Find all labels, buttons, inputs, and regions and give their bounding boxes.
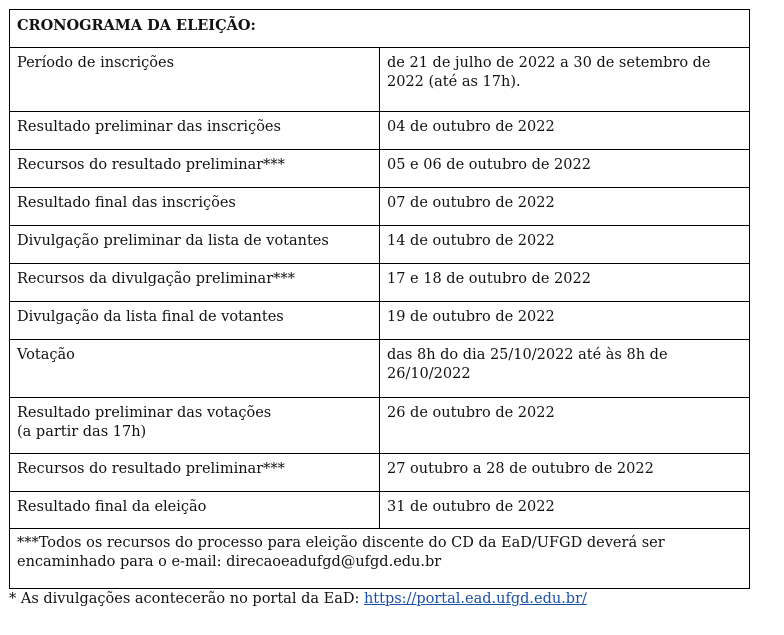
table-row: [10, 302, 750, 340]
row-value: 31 de outubro de 2022: [380, 492, 750, 529]
table-row: [10, 340, 750, 398]
footer-text: * As divulgações acontecerão no portal da EaD:: [9, 591, 364, 607]
row-value: 17 e 18 de outubro de 2022: [380, 264, 750, 302]
row-label: Divulgação preliminar da lista de votantes: [10, 226, 380, 264]
table-row: [10, 48, 750, 112]
row-value: 04 de outubro de 2022: [380, 112, 750, 150]
table-title: CRONOGRAMA DA ELEIÇÃO:: [10, 10, 750, 48]
row-label: Recursos do resultado preliminar***: [10, 454, 380, 492]
row-label: Recursos da divulgação preliminar***: [10, 264, 380, 302]
election-schedule-table: [9, 9, 750, 589]
table-row: [10, 112, 750, 150]
row-label: Resultado preliminar das inscrições: [10, 112, 380, 150]
table-row: [10, 492, 750, 529]
row-label: Período de inscrições: [10, 48, 380, 112]
row-label: Recursos do resultado preliminar***: [10, 150, 380, 188]
footer-note: [9, 590, 750, 609]
row-value: 14 de outubro de 2022: [380, 226, 750, 264]
recursos-note: ***Todos os recursos do processo para eleição discente do CD da EaD/UFGD deverá ser encaminhado para o e-mail: direcaoeadufgd@ufgd.edu.br: [10, 529, 750, 589]
table-row: [10, 188, 750, 226]
title-row: [10, 10, 750, 48]
row-label: Divulgação da lista final de votantes: [10, 302, 380, 340]
row-label: Resultado preliminar das votações (a partir das 17h): [10, 398, 380, 454]
row-value: 19 de outubro de 2022: [380, 302, 750, 340]
row-value: de 21 de julho de 2022 a 30 de setembro de 2022 (até as 17h).: [380, 48, 750, 112]
row-label: Votação: [10, 340, 380, 398]
table-row: [10, 150, 750, 188]
row-value: 07 de outubro de 2022: [380, 188, 750, 226]
note-row: [10, 529, 750, 589]
portal-link[interactable]: https://portal.ead.ufgd.edu.br/: [363, 591, 587, 607]
row-label: Resultado final das inscrições: [10, 188, 380, 226]
row-value: 26 de outubro de 2022: [380, 398, 750, 454]
row-value: das 8h do dia 25/10/2022 até às 8h de 26/10/2022: [380, 340, 750, 398]
row-value: 27 outubro a 28 de outubro de 2022: [380, 454, 750, 492]
table-row: [10, 264, 750, 302]
table-row: [10, 454, 750, 492]
row-value: 05 e 06 de outubro de 2022: [380, 150, 750, 188]
table-row: [10, 398, 750, 454]
table-row: [10, 226, 750, 264]
schedule-container: [9, 9, 750, 609]
row-label: Resultado final da eleição: [10, 492, 380, 529]
